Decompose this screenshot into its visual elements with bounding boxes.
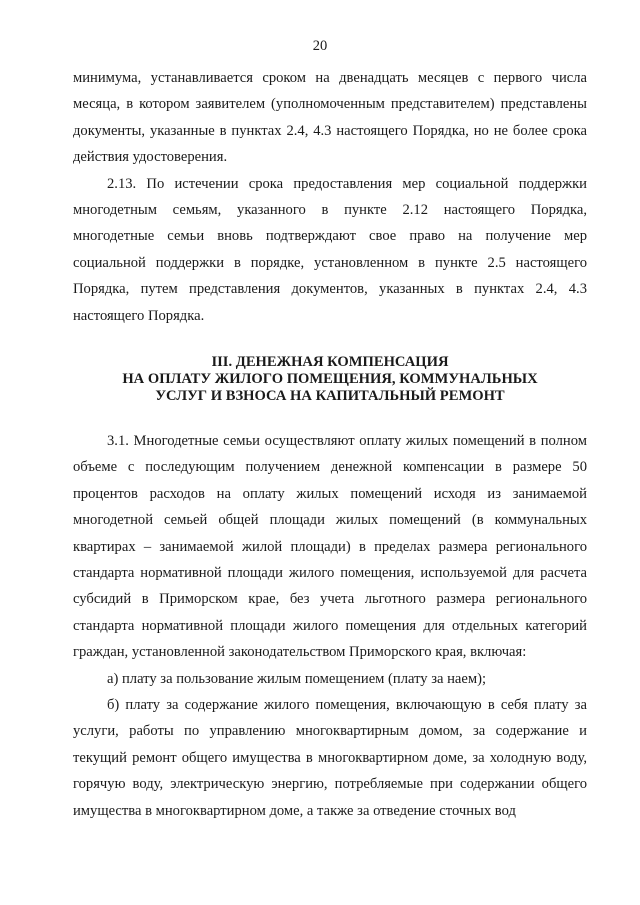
page-number: 20 xyxy=(312,38,328,54)
text-block-top xyxy=(73,65,587,329)
paragraph-2-13: 2.13. По истечении срока предоставления мер социальной поддержки многодетным семьям, указанного в пункте 2.12 настоящего Порядка, многодетные семьи вновь подтверждают свое право на получение мер социальной поддержки в порядке, установленном в пункте 2.5 настоящего Порядка, путем представления документов, указанных в пунктах 2.4, 4.3 настоящего Порядка. xyxy=(73,175,587,324)
heading-line-1: III. ДЕНЕЖНАЯ КОМПЕНСАЦИЯ xyxy=(211,354,449,370)
heading-line-2: НА ОПЛАТУ ЖИЛОГО ПОМЕЩЕНИЯ, КОММУНАЛЬНЫХ xyxy=(122,371,538,387)
text-block-bottom xyxy=(73,428,587,824)
heading-line-3: УСЛУГ И ВЗНОСА НА КАПИТАЛЬНЫЙ РЕМОНТ xyxy=(155,388,505,404)
list-item-b: б) плату за содержание жилого помещения, включающую в себя плату за услуги, работы по управлению многоквартирным домом, за содержание и текущий ремонт общего имущества в многоквартирном доме, за холодную воду, горячую воду, электрическую энергию, потребляемые при содержании общего имущества в многоквартирном доме, а также за отведение сточных вод xyxy=(73,697,587,819)
paragraph-continuation: минимума, устанавливается сроком на двенадцать месяцев с первого числа месяца, в котором заявителем (уполномоченным представителем) представлены документы, указанные в пунктах 2.4, 4.3 настоящего Порядка, но не более срока действия удостоверения. xyxy=(73,70,587,166)
paragraph-3-1: 3.1. Многодетные семьи осуществляют оплату жилых помещений в полном объеме с последующим получением денежной компенсации в размере 50 процентов расходов на оплату жилых помещений исходя из занимаемой многодетной семьей общей площади жилых помещений (в коммунальных квартирах – занимаемой жилой площади) в пределах размера регионального стандарта нормативной площади жилого помещения, используемой для расчета субсидий в Приморском крае, без учета льготного размера регионального стандарта нормативной площади жилого помещения для отдельных категорий граждан, установленной законодательством Приморского края, включая: xyxy=(73,433,587,661)
section-heading xyxy=(73,354,587,405)
list-item-a: а) плату за пользование жилым помещением (плату за наем); xyxy=(107,670,487,687)
